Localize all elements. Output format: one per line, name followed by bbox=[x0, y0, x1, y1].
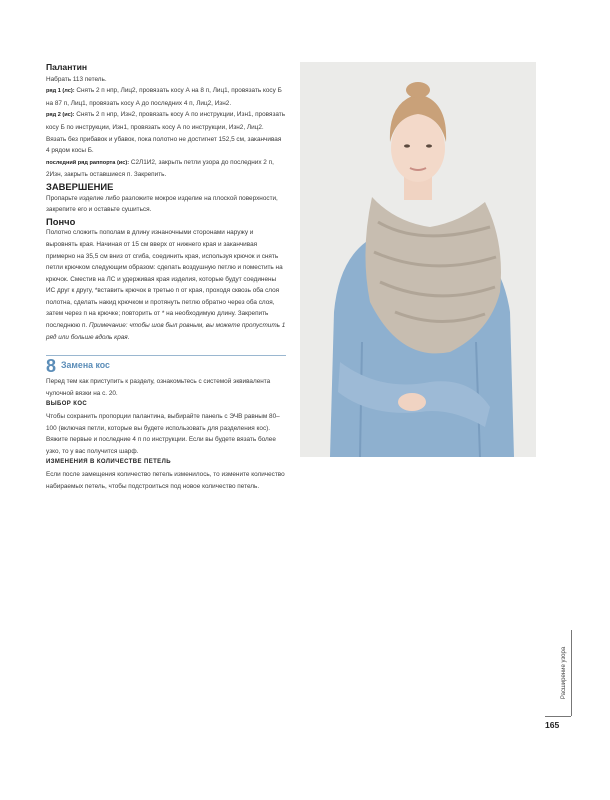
tip-title: Замена кос bbox=[61, 360, 110, 371]
row2-text: Снять 2 п нпр, Изн2, провязать косу А по инструкции, Изн1, провязать косу Б по инструкции, Изн1, провязать косу А по инструкции, Изн2, Лиц2. bbox=[46, 111, 286, 131]
palantin-row3: Вязать без прибавок и убавок, пока полотно не достигнет 152,5 см, заканчивая 4 рядом косы Б. bbox=[46, 135, 282, 155]
side-label bbox=[559, 620, 569, 730]
row2-label: ряд 2 (ис): bbox=[46, 112, 75, 119]
model-illustration bbox=[300, 62, 536, 457]
poncho-heading: Пончо bbox=[46, 215, 76, 227]
side-label-text: Расширение узора bbox=[561, 646, 567, 700]
poncho-text bbox=[46, 227, 286, 343]
model-photo bbox=[300, 62, 536, 457]
change-caption: ИЗМЕНЕНИЯ В КОЛИЧЕСТВЕ ПЕТЕЛЬ bbox=[46, 459, 171, 466]
tip-number: 8 bbox=[46, 356, 57, 377]
poncho-note: Примечание: чтобы шов был ровным, вы можете пропустить 1 ряд или больше вдоль края. bbox=[46, 322, 286, 341]
side-rule bbox=[571, 630, 572, 716]
row1-text: Снять 2 п нпр, Лиц2, провязать косу А на 8 п, Лиц1, провязать косу Б на 87 п, Лиц1, провязать косу А до последних 4 п, Лиц2, Изн2. bbox=[46, 87, 282, 107]
palantin-last-row bbox=[46, 157, 286, 181]
choice-caption: ВЫБОР КОС bbox=[46, 401, 88, 408]
choice-text: Чтобы сохранить пропорции палантина, выбирайте панель с ЭЧВ равным 80–100 (включая петли, которые вы будете использовать для разделения кос). Вяжите первые и последние 4 п по инструкции. Если вы будете вязать более узко, то у вас получится шарф. bbox=[46, 413, 280, 455]
palantin-heading: Палантин bbox=[46, 62, 88, 72]
finish-heading: ЗАВЕРШЕНИЕ bbox=[46, 180, 114, 192]
page-number-rule bbox=[545, 716, 571, 717]
text-column bbox=[46, 62, 286, 492]
poncho-body: Полотно сложить пополам в длину изнаночными сторонами наружу и выровнять края. Начиная от 15 см вверх от нижнего края и заканчивая примерно на 35,5 см вниз от сгиба, соединить края, используя крючок и снять петли крючком следующим образом: сделать воздушную петлю и поместить на крючок. Сместив на ЛС и удерживая края изделия, которые будут соединены ИС друг к другу, *вставить крючок в третью п от края, проходя сквозь оба слоя полотна, сделать накид крючком и протянуть петлю обратно через оба слоя, затем через п на крючке; повторить от * на необходимую длину. Закрепить последнюю п. bbox=[46, 229, 283, 330]
change-text: Если после замещения количество петель изменилось, то измените количество набираемых петель, чтобы подстроиться под новое количество петель. bbox=[46, 471, 285, 490]
palantin-row1 bbox=[46, 85, 286, 109]
tip-intro: Перед тем как приступить к разделу, ознакомьтесь с системой эквивалента чулочной вязки на с. 20. bbox=[46, 378, 271, 397]
row1-label: ряд 1 (лс): bbox=[46, 88, 75, 95]
page-number: 165 bbox=[545, 720, 560, 730]
last-row-text: С2Л1И2, закрыть петли узора до последних 2 п, 2Изн, закрыть оставшиеся п. Закрепить. bbox=[46, 158, 274, 179]
palantin-cast-on: Набрать 113 петель. bbox=[46, 75, 107, 83]
tip-header bbox=[46, 355, 286, 377]
palantin-row2 bbox=[46, 109, 286, 133]
last-row-label: последний ряд раппорта (ис): bbox=[46, 159, 130, 166]
finish-text: Пропарьте изделие либо разложите мокрое изделие на плоской поверхности, закрепите его и оставьте сушиться. bbox=[46, 194, 278, 214]
